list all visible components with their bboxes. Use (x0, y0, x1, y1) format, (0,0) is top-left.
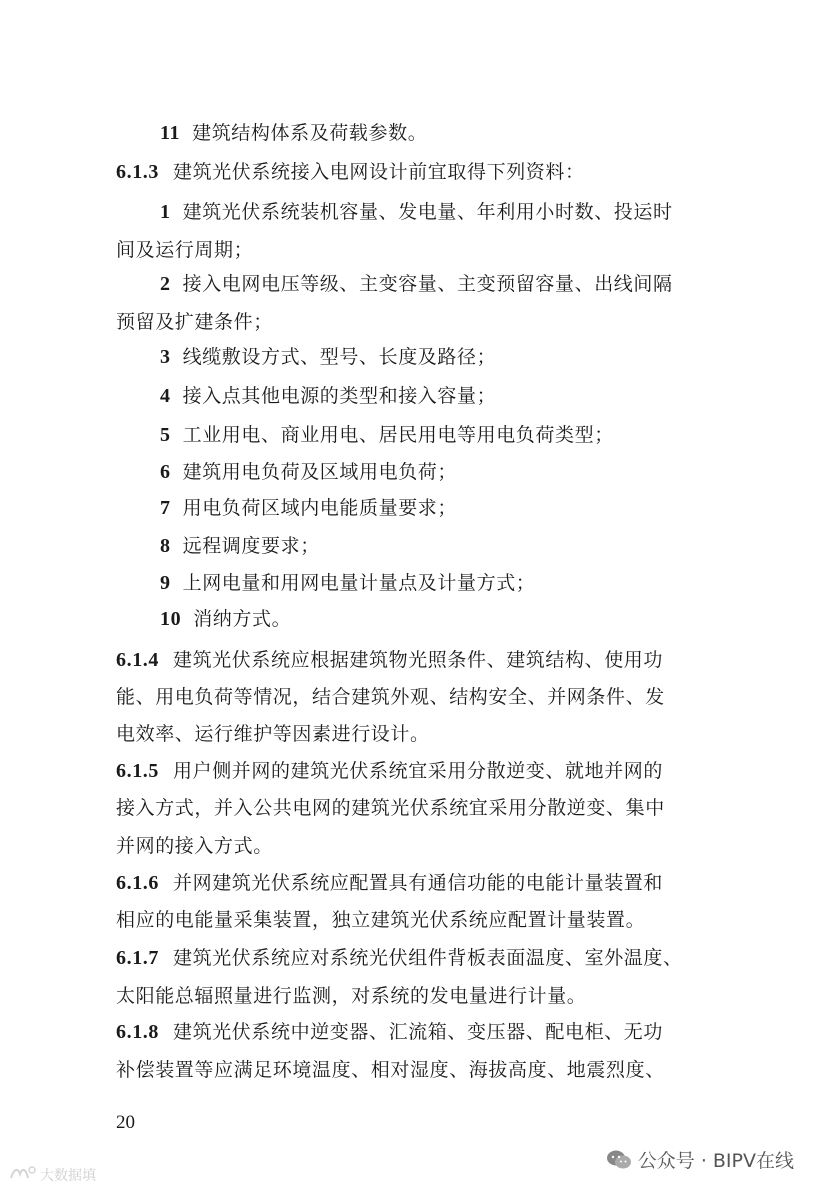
wechat-watermark (606, 1146, 794, 1173)
item-text: 远程调度要求； (182, 535, 320, 557)
item-text: 接入点其他电源的类型和接入容量； (182, 385, 497, 407)
clause-text: 相应的电能量采集装置，独立建筑光伏系统应配置计量装置。 (116, 909, 646, 931)
list-item (160, 607, 291, 631)
item-text: 接入电网电压等级、主变容量、主变预留容量、出线间隔 (182, 273, 673, 295)
item-text: 线缆敷设方式、型号、长度及路径； (182, 346, 497, 368)
list-item (160, 384, 496, 408)
list-item (160, 345, 496, 369)
clause-text: 能、用电负荷等情况，结合建筑外观、结构安全、并网条件、发 (116, 686, 665, 708)
item-number: 3 (160, 346, 171, 368)
item-text: 建筑光伏系统装机容量、发电量、年利用小时数、投运时 (182, 201, 673, 223)
wechat-icon (606, 1149, 632, 1171)
item-number: 8 (160, 535, 171, 557)
clause-text: 电效率、运行维护等因素进行设计。 (116, 723, 430, 745)
list-item (160, 423, 614, 447)
continuation-line (116, 310, 273, 334)
item-number: 5 (160, 424, 171, 446)
list-item (160, 534, 320, 558)
list-item (160, 272, 673, 296)
continuation-line (116, 685, 665, 709)
list-item (160, 200, 673, 224)
continuation-line (116, 796, 665, 820)
item-number: 11 (160, 122, 181, 144)
clause-text: 建筑光伏系统中逆变器、汇流箱、变压器、配电柜、无功 (173, 1021, 664, 1043)
item-number: 2 (160, 273, 171, 295)
continuation-line (116, 1058, 665, 1082)
item-number: 6 (160, 461, 171, 483)
clause-number: 6.1.6 (116, 872, 159, 894)
item-number: 10 (160, 608, 182, 630)
item-number: 9 (160, 572, 171, 594)
item-number: 7 (160, 497, 171, 519)
clause-heading (116, 759, 663, 783)
item-text: 消纳方式。 (193, 608, 292, 630)
list-item (160, 571, 535, 595)
list-item (160, 460, 457, 484)
clause-heading (116, 1020, 663, 1044)
watermark-text: 公众号 · BIPV在线 (637, 1150, 794, 1172)
item-text: 建筑结构体系及荷载参数。 (192, 122, 428, 144)
continuation-line (116, 908, 645, 932)
list-item (160, 496, 457, 520)
item-text: 用电负荷区域内电能质量要求； (182, 497, 458, 519)
continuation-line (116, 238, 253, 262)
clause-number: 6.1.7 (116, 947, 159, 969)
clause-heading (116, 160, 585, 184)
item-number: 1 (160, 201, 171, 223)
continuation-line (116, 834, 273, 858)
clause-number: 6.1.3 (116, 161, 159, 183)
clause-heading (116, 871, 663, 895)
watermark-left-text: 大数据填 (40, 1168, 96, 1184)
clause-number: 6.1.5 (116, 760, 159, 782)
clause-text: 用户侧并网的建筑光伏系统宜采用分散逆变、就地并网的 (173, 760, 664, 782)
clause-number: 6.1.8 (116, 1021, 159, 1043)
item-number: 4 (160, 385, 171, 407)
item-text: 预留及扩建条件； (116, 311, 273, 333)
clause-text: 并网的接入方式。 (116, 835, 273, 857)
logo-icon (8, 1164, 36, 1186)
continuation-line (116, 984, 586, 1008)
clause-text: 建筑光伏系统应对系统光伏组件背板表面温度、室外温度、 (173, 947, 683, 969)
item-text: 上网电量和用网电量计量点及计量方式； (182, 572, 536, 594)
clause-text: 太阳能总辐照量进行监测，对系统的发电量进行计量。 (116, 985, 587, 1007)
clause-text: 建筑光伏系统应根据建筑物光照条件、建筑结构、使用功 (173, 649, 664, 671)
clause-heading (116, 648, 663, 672)
item-text: 工业用电、商业用电、居民用电等用电负荷类型； (182, 424, 614, 446)
clause-text: 补偿装置等应满足环境温度、相对湿度、海拔高度、地震烈度、 (116, 1059, 665, 1081)
clause-text: 建筑光伏系统接入电网设计前宜取得下列资料： (173, 161, 585, 183)
continuation-line (116, 722, 430, 746)
clause-text: 并网建筑光伏系统应配置具有通信功能的电能计量装置和 (173, 872, 664, 894)
clause-number: 6.1.4 (116, 649, 159, 671)
clause-text: 接入方式，并入公共电网的建筑光伏系统宜采用分散逆变、集中 (116, 797, 665, 819)
item-text: 建筑用电负荷及区域用电负荷； (182, 461, 458, 483)
corner-watermark (8, 1164, 96, 1186)
clause-heading (116, 946, 683, 970)
list-item (160, 121, 427, 145)
page-number: 20 (116, 1112, 135, 1133)
item-text: 间及运行周期； (116, 239, 254, 261)
